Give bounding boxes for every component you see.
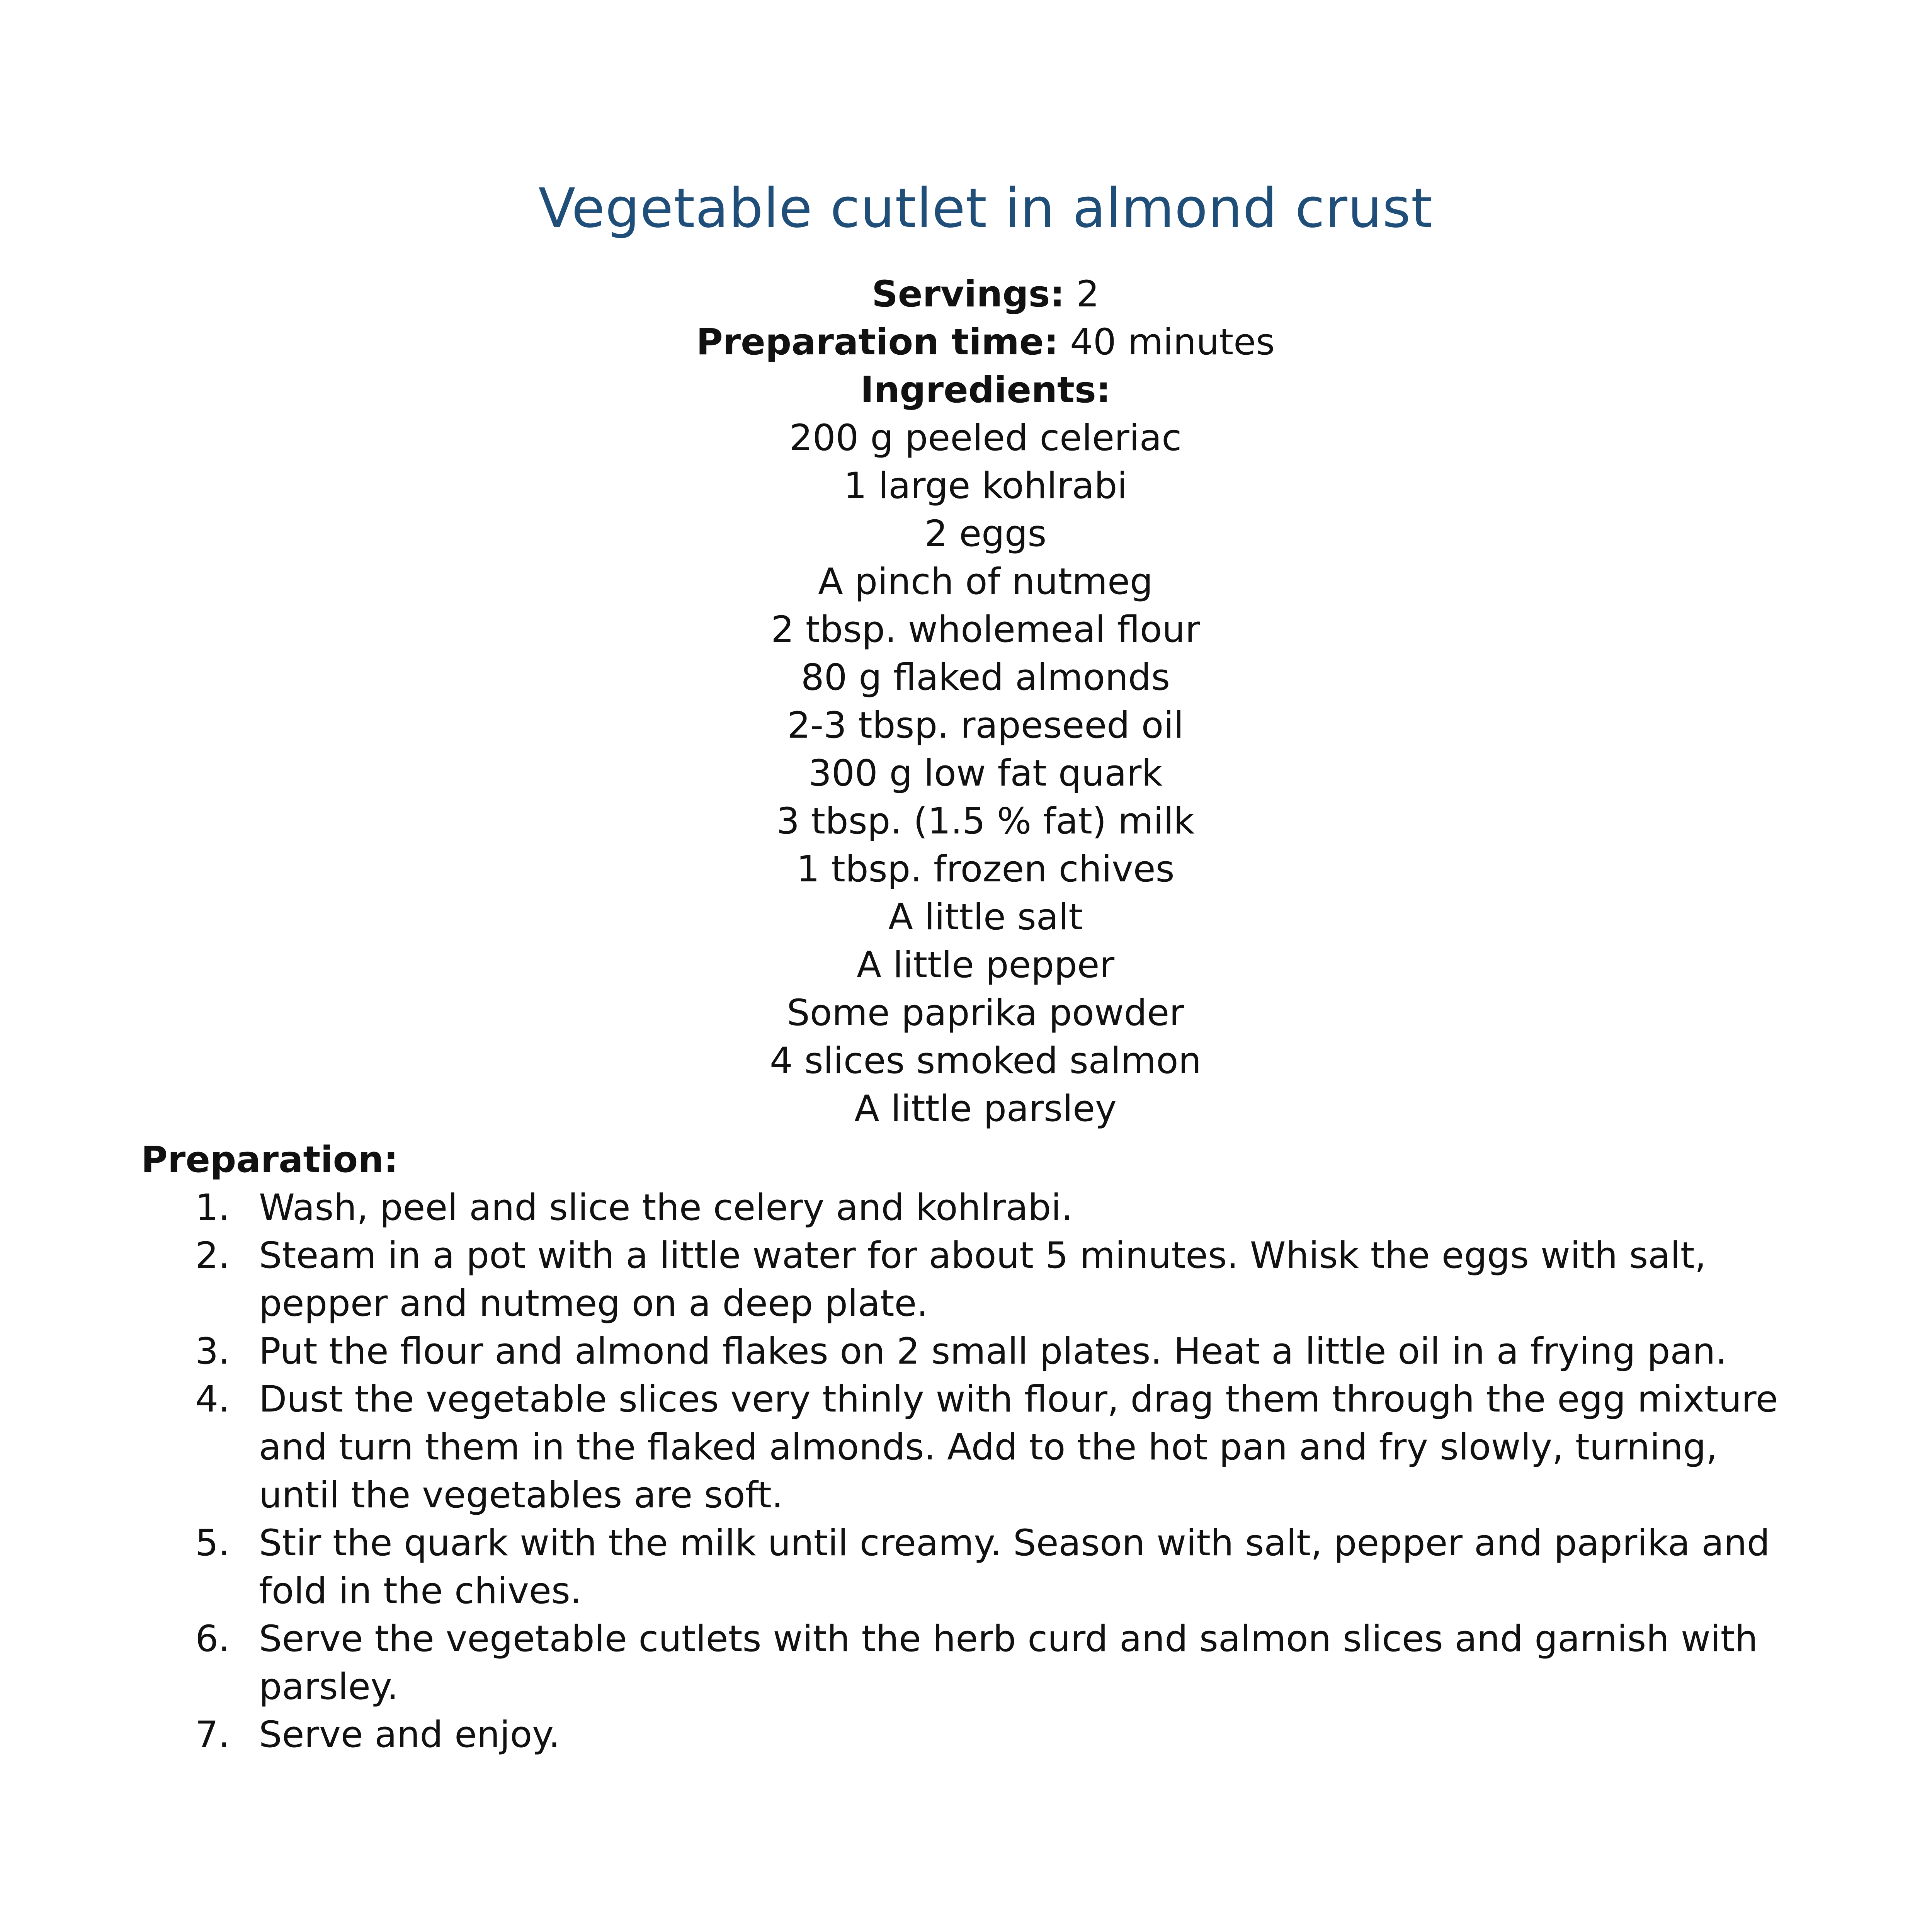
step-number: 1. bbox=[195, 1187, 230, 1229]
step-text: Dust the vegetable slices very thinly with flour, drag them through the egg mixture and turn them in the flaked almonds. Add to the hot pan and fry slowly, turning, until the vegetables are soft. bbox=[259, 1378, 1778, 1516]
servings-label: Servings: bbox=[872, 273, 1065, 315]
step-item bbox=[141, 1711, 1803, 1759]
step-item bbox=[141, 1184, 1803, 1232]
step-number: 5. bbox=[195, 1522, 230, 1564]
ingredient-item: 1 large kohlrabi bbox=[844, 465, 1128, 507]
ingredient-item: 2 eggs bbox=[924, 513, 1047, 555]
ingredient-item: A pinch of nutmeg bbox=[818, 561, 1153, 603]
servings-value: 2 bbox=[1076, 273, 1099, 315]
step-number: 4. bbox=[195, 1378, 230, 1420]
ingredient-item: 1 tbsp. frozen chives bbox=[796, 848, 1175, 890]
ingredient-item: 2-3 tbsp. rapeseed oil bbox=[787, 704, 1184, 747]
ingredient-item: 200 g peeled celeriac bbox=[789, 417, 1182, 459]
ingredient-item: 4 slices smoked salmon bbox=[769, 1040, 1202, 1082]
step-text: Put the flour and almond flakes on 2 small plates. Heat a little oil in a frying pan. bbox=[259, 1330, 1727, 1372]
ingredient-item: 3 tbsp. (1.5 % fat) milk bbox=[776, 800, 1195, 842]
ingredient-item: 2 tbsp. wholemeal flour bbox=[771, 609, 1200, 651]
ingredients-heading: Ingredients: bbox=[860, 369, 1111, 411]
step-number: 3. bbox=[195, 1330, 230, 1372]
step-number: 7. bbox=[195, 1714, 230, 1756]
recipe-meta bbox=[0, 270, 1932, 1133]
preparation-heading: Preparation: bbox=[141, 1139, 398, 1181]
ingredient-item: 300 g low fat quark bbox=[808, 752, 1163, 794]
step-item bbox=[141, 1232, 1803, 1328]
step-text: Wash, peel and slice the celery and kohlrabi. bbox=[259, 1187, 1073, 1229]
step-number: 6. bbox=[195, 1618, 230, 1660]
prep-time-label: Preparation time: bbox=[696, 321, 1059, 363]
step-text: Stir the quark with the milk until creamy. Season with salt, pepper and paprika and fold in the chives. bbox=[259, 1522, 1770, 1612]
step-text: Steam in a pot with a little water for about 5 minutes. Whisk the eggs with salt, pepper and nutmeg on a deep plate. bbox=[259, 1235, 1706, 1325]
step-text: Serve and enjoy. bbox=[259, 1714, 560, 1756]
step-item bbox=[141, 1328, 1803, 1376]
prep-time-value: 40 minutes bbox=[1070, 321, 1275, 363]
prep-time-row bbox=[0, 318, 1932, 366]
step-item bbox=[141, 1519, 1803, 1615]
step-text: Serve the vegetable cutlets with the herb curd and salmon slices and garnish with parsley. bbox=[259, 1618, 1758, 1708]
recipe-title: Vegetable cutlet in almond crust bbox=[538, 177, 1433, 240]
servings-row bbox=[0, 270, 1932, 318]
ingredient-item: Some paprika powder bbox=[787, 992, 1184, 1034]
ingredient-item: A little parsley bbox=[854, 1088, 1117, 1130]
ingredients-list bbox=[0, 414, 1932, 1133]
ingredient-item: 80 g flaked almonds bbox=[801, 656, 1170, 699]
step-number: 2. bbox=[195, 1235, 230, 1277]
preparation-steps bbox=[141, 1184, 1803, 1759]
ingredient-item: A little pepper bbox=[856, 944, 1115, 986]
step-item bbox=[141, 1376, 1803, 1519]
ingredient-item: A little salt bbox=[888, 896, 1083, 938]
step-item bbox=[141, 1615, 1803, 1711]
